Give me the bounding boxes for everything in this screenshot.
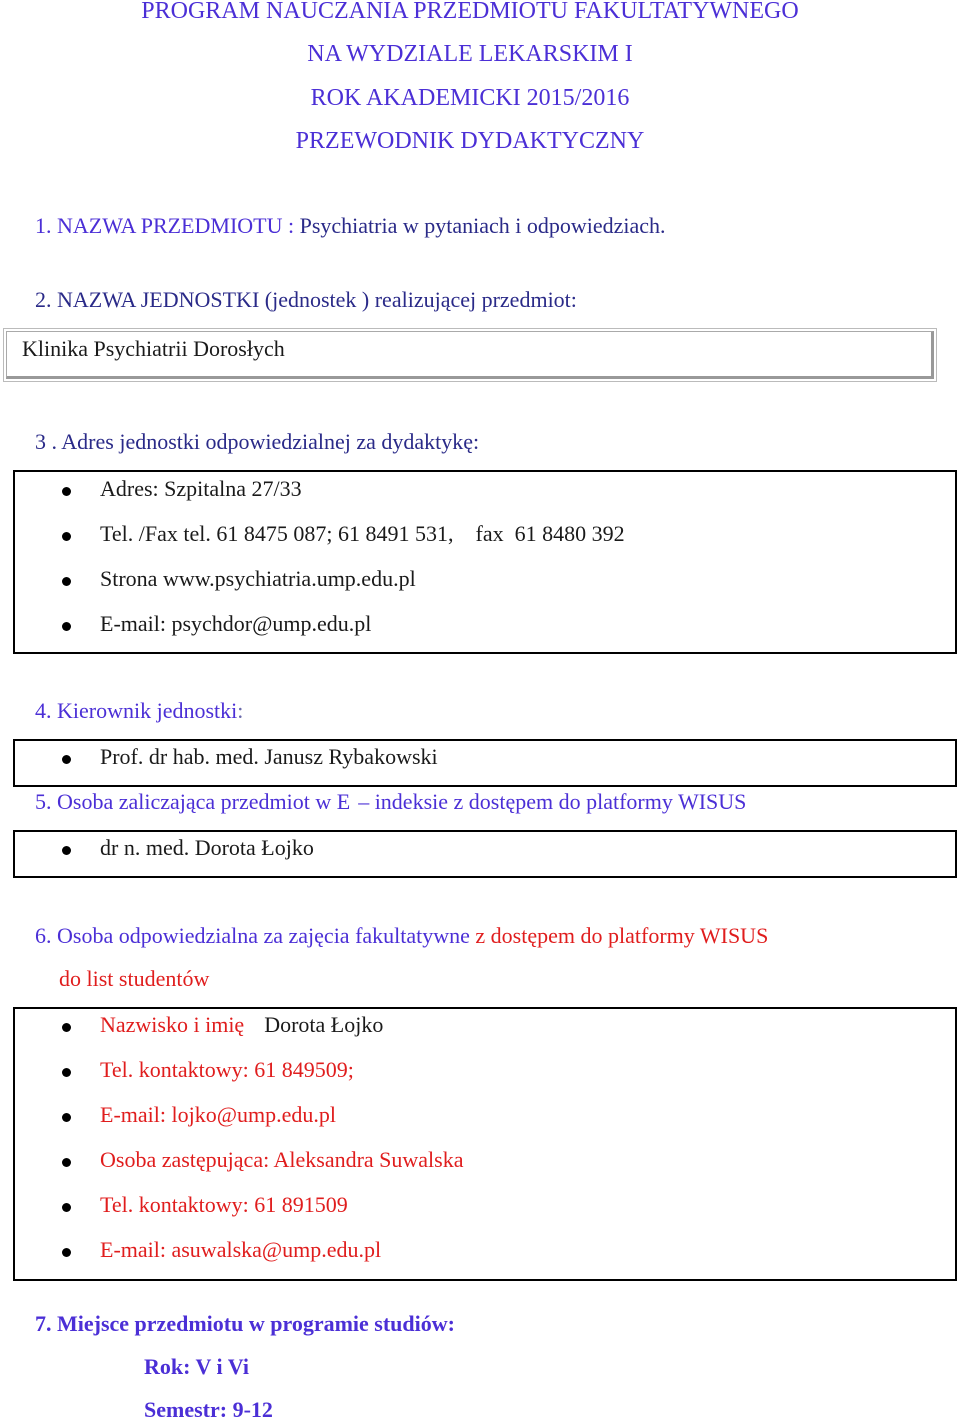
section-3-label: 3 . Adres jednostki odpowiedzialnej za dydaktykę:	[35, 429, 480, 454]
year-value: Rok: V i Vi	[144, 1354, 249, 1379]
examiner-name: dr n. med. Dorota Łojko	[100, 835, 314, 860]
section-4-colon: :	[237, 698, 244, 723]
semester-value: Semestr: 9-12	[144, 1397, 273, 1422]
bullet-icon	[62, 1248, 71, 1257]
section-5-label-b: – indeksie z dostępem do platformy WISUS	[358, 789, 747, 814]
section-4-label	[35, 698, 243, 724]
section-5-label	[35, 789, 746, 815]
bullet-icon	[62, 1203, 71, 1212]
unit-head-name: Prof. dr hab. med. Janusz Rybakowski	[100, 744, 438, 769]
section-5-label-a: 5. Osoba zaliczająca przedmiot w E	[35, 789, 351, 814]
deputy-email[interactable]: E-mail: asuwalska@ump.edu.pl	[100, 1237, 382, 1262]
bullet-icon	[62, 1023, 71, 1032]
section-7-label: 7. Miejsce przedmiotu w programie studiów:	[35, 1311, 455, 1336]
website-item[interactable]: Strona www.psychiatria.ump.edu.pl	[100, 566, 416, 591]
doc-title-line-1: PROGRAM NAUCZANIA PRZEDMIOTU FAKULTATYWNEGO	[141, 0, 799, 24]
deputy-name: Osoba zastępująca: Aleksandra Suwalska	[100, 1147, 464, 1172]
section-4-label-text: 4. Kierownik jednostki	[35, 698, 238, 723]
bullet-icon	[62, 1113, 71, 1122]
section-6-label-c: do list studentów	[59, 966, 210, 991]
deputy-phone: Tel. kontaktowy: 61 891509	[100, 1192, 348, 1217]
coordinator-phone: Tel. kontaktowy: 61 849509;	[100, 1057, 354, 1082]
section-2-label: 2. NAZWA JEDNOSTKI (jednostek ) realizującej przedmiot:	[35, 287, 577, 312]
doc-title-line-4: PRZEWODNIK DYDAKTYCZNY	[295, 128, 645, 154]
coordinator-name: Dorota Łojko	[264, 1012, 384, 1037]
coordinator-email[interactable]: E-mail: lojko@ump.edu.pl	[100, 1102, 336, 1127]
address-item: Adres: Szpitalna 27/33	[100, 476, 302, 501]
coordinator-name-label: Nazwisko i imię	[100, 1012, 245, 1037]
doc-title-line-3: ROK AKADEMICKI 2015/2016	[310, 85, 630, 111]
bullet-icon	[62, 1068, 71, 1077]
bullet-icon	[62, 622, 71, 631]
bullet-icon	[62, 577, 71, 586]
coordinator-name-item	[100, 1012, 383, 1038]
section-6-label-b: z dostępem do platformy WISUS	[469, 923, 769, 948]
section-1-label: 1. NAZWA PRZEDMIOTU :	[35, 213, 295, 238]
bullet-icon	[62, 487, 71, 496]
section-1	[35, 213, 666, 239]
bullet-icon	[62, 532, 71, 541]
doc-title-line-2: NA WYDZIALE LEKARSKIM I	[307, 41, 633, 67]
bullet-icon	[62, 1158, 71, 1167]
section-6-label	[35, 923, 768, 949]
bullet-icon	[62, 755, 71, 764]
bullet-icon	[62, 846, 71, 855]
phone-fax-item: Tel. /Fax tel. 61 8475 087; 61 8491 531, fax 61 8480 392	[100, 521, 625, 546]
unit-name: Klinika Psychiatrii Dorosłych	[22, 336, 285, 361]
course-name: Psychiatria w pytaniach i odpowiedziach.	[294, 213, 666, 238]
email-item[interactable]: E-mail: psychdor@ump.edu.pl	[100, 611, 372, 636]
section-6-label-a: 6. Osoba odpowiedzialna za zajęcia fakultatywne	[35, 923, 470, 948]
